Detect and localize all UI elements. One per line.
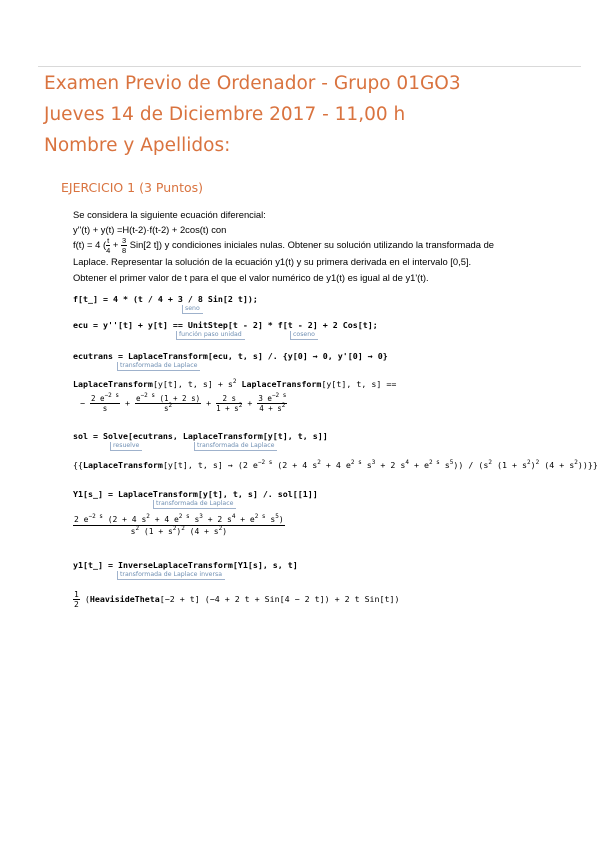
cell-3-output-line-2: − $\frac{2 e^{-2 s}}{s}$ + $\frac{e^{-2 s} (1 + 2 s)}{s^2}$ + $\frac{2 s}{1 + s^2}$ + $\frac{3 e^{-2 s}}{4 + s^2}$	[80, 392, 287, 413]
cell-5-output: $\frac{2 e^{-2 s} (2 + 4 s^2 + 4 e^{2 s} s^3 + 2 s^4 + e^{2 s} s^5)}{s^2 (1 + s^2)^2 (4 + s^2)}$	[74, 513, 284, 536]
cell-4-output: {{LaplaceTransform[y[t], t, s] → (2 $e^{-2 s}$ (2 + 4 $s^2 + 4$ $e^{2 s}$ $s^3 + 2$ $s^4 + e^{2 s}$ $s^5)) / (s^2$ $(1 + s^2)^2$ $(4 + s^2)$)}}	[73, 459, 598, 470]
exam-title: Examen Previo de Ordenador - Grupo 01GO3	[44, 73, 461, 94]
cell-2-tooltip-unitstep: función paso unidad	[176, 331, 245, 340]
statement-line-5: Obtener el primer valor de t para el que el valor numérico de y1(t) es igual al de y1'(t).	[73, 272, 429, 283]
cell-2-tooltip-cos: coseno	[290, 331, 318, 340]
cell-3-input[interactable]: ecutrans = LaplaceTransform[ecu, t, s] /. {y[0] → 0, y'[0] → 0}	[73, 351, 388, 361]
statement-f-formula: ( $\frac{t}{4}$ + $\frac{3}{8}$ Sin[2 t])	[102, 236, 163, 255]
exam-date: Jueves 14 de Diciembre 2017 - 11,00 h	[44, 104, 406, 125]
cell-1-input[interactable]: f[t_] = 4 * (t / 4 + 3 / 8 Sin[2 t]);	[73, 294, 258, 304]
cell-5-input[interactable]: Y1[s_] = LaplaceTransform[y[t], t, s] /. sol[[1]]	[73, 489, 318, 499]
cell-6-tooltip: transformada de Laplace inversa	[117, 571, 225, 580]
statement-line-1: Se considera la siguiente ecuación diferencial:	[73, 209, 266, 220]
statement-line-3	[73, 236, 494, 255]
cell-3-output-line-1: LaplaceTransform[y[t], t, $s] + s^2$ LaplaceTransform[y[t], t, s] ==	[73, 378, 397, 389]
statement-line-4: Laplace. Representar la solución de la ecuación y1(t) y su primera derivada en el intervalo [0,5].	[73, 256, 472, 267]
cell-4-input[interactable]: sol = Solve[ecutrans, LaplaceTransform[y[t], t, s]]	[73, 431, 328, 441]
exercise-heading: EJERCICIO 1 (3 Puntos)	[61, 180, 204, 195]
cell-2-input[interactable]: ecu = y''[t] + y[t] == UnitStep[t - 2] * f[t - 2] + 2 Cos[t];	[73, 320, 378, 330]
cell-4-tooltip-solve: resuelve	[110, 442, 142, 451]
statement-line-2: y''(t) + y(t) =H(t-2)·f(t-2) + 2cos(t) con	[73, 224, 227, 235]
cell-6-output: $\frac{1}{2}$ (HeavisideTheta[−2 + t] (−4 + 2 t + Sin[4 − 2 t]) + 2 t Sin[t])	[74, 590, 400, 609]
statement-line-3-text: y condiciones iniciales nulas. Obtener su solución utilizando la transformada de	[164, 238, 495, 250]
header-rule	[38, 66, 581, 67]
cell-4-tooltip-laplace: transformada de Laplace	[194, 442, 277, 451]
cell-1-tooltip: seno	[182, 305, 203, 314]
cell-3-tooltip: transformada de Laplace	[117, 362, 200, 371]
cell-5-tooltip: transformada de Laplace	[153, 500, 236, 509]
name-field-label: Nombre y Apellidos:	[44, 135, 231, 156]
statement-f-def: f(t) = 4	[73, 238, 101, 250]
cell-6-input[interactable]: y1[t_] = InverseLaplaceTransform[Y1[s], s, t]	[73, 560, 298, 570]
